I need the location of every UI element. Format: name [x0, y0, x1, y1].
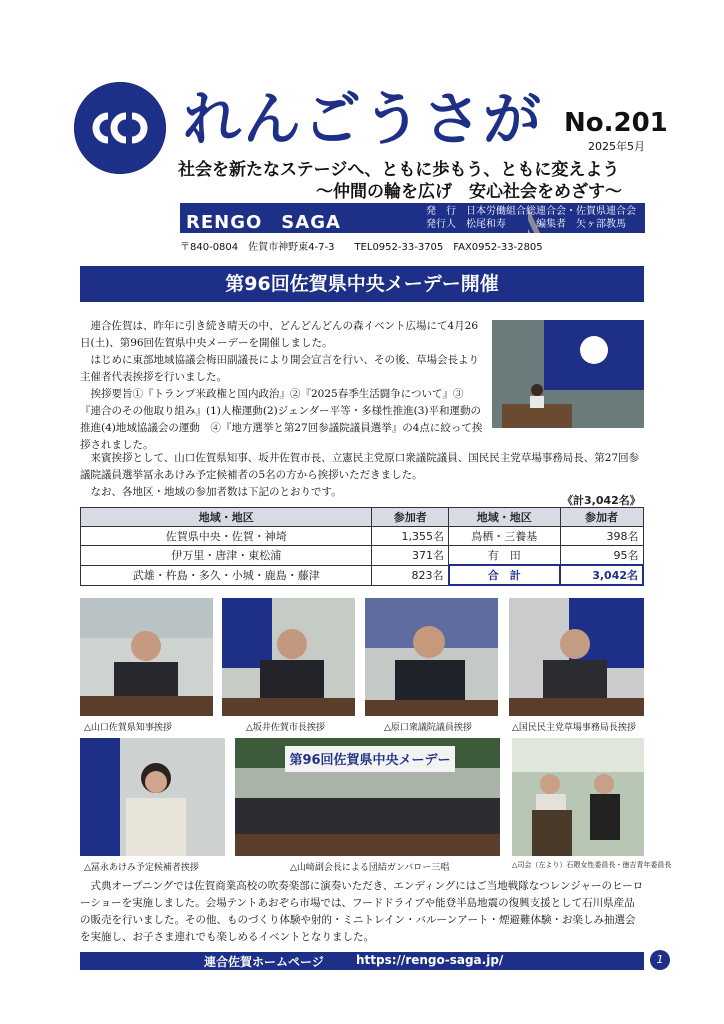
table-cell: 伊万里・唐津・東松浦 [81, 546, 372, 566]
rengo-logo-icon [74, 82, 166, 174]
publisher-line-2: 発行人 松尾和寿 編集者 矢ヶ部教馬 [426, 219, 626, 230]
photo-ganbaro [235, 738, 500, 856]
total-participants: 《計3,042名》 [562, 494, 641, 507]
issue-number: No.201 [564, 108, 668, 138]
article-para-2: はじめに東部地域協議会梅田副議長により開会宣言を行い、その後、草場会長より主催者代表挨拶を行いました。 [80, 354, 479, 383]
page-number: 1 [650, 950, 670, 970]
photo-chairman-speech [492, 320, 644, 428]
caption-ganbaro: △山﨑副会長による団結ガンバロー三唱 [290, 863, 450, 873]
table-row [81, 565, 644, 585]
article-para-1: 連合佐賀は、昨年に引き続き晴天の中、どんどんどんの森イベント広場にて4月26日(土)、第96回佐賀県中央メーデーを開催しました。 [80, 320, 479, 349]
caption-kusaba: △国民民主党草場事務局長挨拶 [512, 723, 636, 733]
table-row [81, 527, 644, 546]
table-cell: 1,355名 [372, 527, 449, 546]
photo-kusaba [509, 598, 644, 716]
table-row [81, 546, 644, 566]
table-total-value: 3,042名 [560, 565, 643, 585]
table-cell: 371名 [372, 546, 449, 566]
photo-governor [80, 598, 213, 716]
table-cell: 鳥栖・三養基 [449, 527, 561, 546]
caption-mayor: △坂井佐賀市長挨拶 [246, 723, 325, 733]
photo-mayor [222, 598, 355, 716]
caption-mc: △司会（左より）石隈女性委員長・徳吉青年委員長 [512, 861, 672, 869]
table-cell: 95名 [560, 546, 643, 566]
caption-governor: △山口佐賀県知事挨拶 [84, 723, 172, 733]
table-total-label: 合 計 [449, 565, 561, 585]
banner-text: 第96回佐賀県中央メーデー [289, 753, 451, 768]
photo-candidate-tominaga [80, 738, 225, 856]
participants-table [80, 507, 644, 586]
photo-councillor-haraguchi [365, 598, 498, 716]
caption-haraguchi: △原口衆議院議員挨拶 [384, 723, 472, 733]
table-header: 地域・地区 [81, 508, 372, 527]
article-para-4: 来賓挨拶として、山口佐賀県知事、坂井佐賀市長、立憲民主党原口衆議院議員、国民民主党草場事務局長、第27回参議院議員選挙冨永あけみ予定候補者の5名の方から挨拶いただきました。 [80, 452, 640, 481]
table-header-row [81, 508, 644, 527]
rengo-logo [74, 82, 166, 174]
table-header: 地域・地区 [449, 508, 561, 527]
article-para-5: なお、各地区・地域の参加者数は下記のとおりです。 [80, 486, 342, 498]
photo-mc [512, 738, 644, 856]
table-cell: 823名 [372, 565, 449, 585]
table-header: 参加者 [372, 508, 449, 527]
band-name: RENGO SAGA [186, 212, 341, 233]
article-headline: 第96回佐賀県中央メーデー開催 [80, 266, 644, 302]
publisher-info [426, 205, 636, 231]
footer-url-link[interactable]: https://rengo-saga.jp/ [356, 953, 504, 967]
publisher-line-1: 発 行 日本労働組合総連合会・佐賀県連合会 [426, 206, 636, 217]
address-line: 〒840-0804 佐賀市神野東4-7-3 TEL0952-33-3705 FAX0952-33-2805 [180, 242, 543, 253]
footer-bar [80, 952, 644, 970]
article-closing: 式典オープニングでは佐賀商業高校の吹奏楽部に演奏いただき、エンディングにはご当地戦隊なつレンジャーのヒーローショーを実施しました。会場テントあおぞら市場では、フードドライブや能登半島地震の復興支援として石川県産品の販売を行いました。その他、ものづくり体験や射的・ミニトレイン・バルーンアート・煙避難体験・お楽しみ抽選会を実施し、お子さま連れでも楽しめるイベントとなりました。 [80, 880, 644, 943]
table-cell: 有 田 [449, 546, 561, 566]
caption-tominaga: △冨永あけみ予定候補者挨拶 [84, 863, 199, 873]
table-cell: 武雄・杵島・多久・小城・鹿島・藤津 [81, 565, 372, 585]
table-header: 参加者 [560, 508, 643, 527]
newsletter-title: れんごうさが [183, 85, 544, 153]
slogan-line-1: 社会を新たなステージへ、ともに歩もう、ともに変えよう [178, 160, 620, 180]
article-para-3: 挨拶要旨①『トランプ米政権と国内政治』②『2025春季生活闘争について』③『連合のその他取り組み』(1)人権運動(2)ジェンダー平等・多様性推進(3)平和運動の推進(4)地域協議会の運動 ④『地方選挙と第27回参議院議員選挙』の4点に絞って挨拶されました。 [80, 388, 483, 451]
table-cell: 佐賀県中央・佐賀・神埼 [81, 527, 372, 546]
issue-date: 2025年5月 [588, 140, 645, 153]
slogan-line-2: ～仲間の輪を広げ 安心社会をめざす～ [316, 182, 622, 202]
footer-site-label: 連合佐賀ホームページ [204, 955, 324, 969]
masthead-band [180, 203, 645, 233]
table-cell: 398名 [560, 527, 643, 546]
